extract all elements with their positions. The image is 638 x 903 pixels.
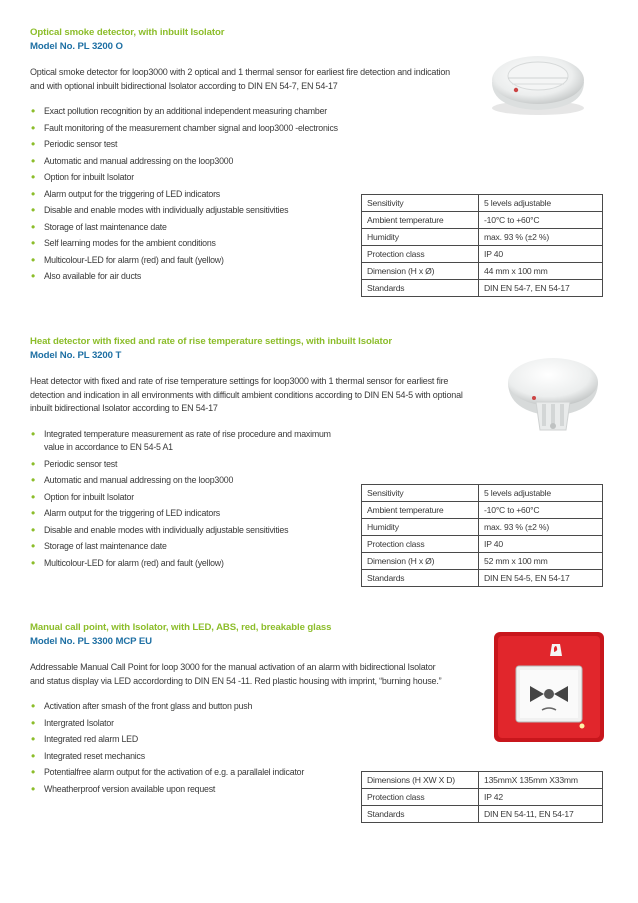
spec-key: Sensitivity <box>362 195 479 212</box>
feature-item: • Intergrated Isolator <box>30 717 350 731</box>
spec-key: Sensitivity <box>362 485 479 502</box>
heat-detector-image <box>498 342 608 437</box>
spec-row <box>362 246 603 263</box>
feature-item: • Integrated reset mechanics <box>30 750 350 764</box>
spec-key: Ambient temperature <box>362 212 479 229</box>
product-title: Manual call point, with Isolator, with LED, ABS, red, breakable glass <box>30 622 332 633</box>
spec-value: -10°C to +60°C <box>479 212 603 229</box>
spec-value: IP 40 <box>479 246 603 263</box>
manual-call-point-image <box>490 626 608 746</box>
feature-item: • Disable and enable modes with individually adjustable sensitivities <box>30 524 340 538</box>
spec-value: -10°C to +60°C <box>479 502 603 519</box>
feature-item: • Fault monitoring of the measurement chamber signal and loop3000 -electronics <box>30 122 370 136</box>
spec-value: 5 levels adjustable <box>479 485 603 502</box>
product-description: Optical smoke detector for loop3000 with 2 optical and 1 thermal sensor for earliest fire detection and indication and with optional inbuilt bidirectional Isolator according to DIN EN 54-7, EN 54-17 <box>30 67 450 91</box>
feature-item: • Periodic sensor test <box>30 138 370 152</box>
spec-row <box>362 502 603 519</box>
spec-value: 135mmX 135mm X33mm <box>479 772 603 789</box>
spec-key: Protection class <box>362 789 479 806</box>
spec-row <box>362 553 603 570</box>
product-model: Model No. PL 3300 MCP EU <box>30 636 152 647</box>
spec-key: Dimension (H x Ø) <box>362 263 479 280</box>
spec-row <box>362 772 603 789</box>
feature-item: • Also available for air ducts <box>30 270 370 284</box>
feature-item: • Potentialfree alarm output for the activation of e.g. a parallalel indicator <box>30 766 350 780</box>
spec-row <box>362 263 603 280</box>
smoke-detector-image <box>478 30 598 120</box>
feature-item: • Storage of last maintenance date <box>30 221 370 235</box>
spec-row <box>362 789 603 806</box>
feature-item: • Automatic and manual addressing on the loop3000 <box>30 155 370 169</box>
spec-value: IP 42 <box>479 789 603 806</box>
spec-value: DIN EN 54-7, EN 54-17 <box>479 280 603 297</box>
spec-value: 44 mm x 100 mm <box>479 263 603 280</box>
spec-key: Humidity <box>362 519 479 536</box>
spec-key: Protection class <box>362 536 479 553</box>
feature-item: • Alarm output for the triggering of LED indicators <box>30 507 340 521</box>
spec-key: Protection class <box>362 246 479 263</box>
feature-item: • Storage of last maintenance date <box>30 540 340 554</box>
spec-row <box>362 229 603 246</box>
spec-row <box>362 519 603 536</box>
product-title: Heat detector with fixed and rate of rise temperature settings, with inbuilt Isolator <box>30 336 392 347</box>
feature-item: • Alarm output for the triggering of LED indicators <box>30 188 370 202</box>
product-model: Model No. PL 3200 T <box>30 350 122 361</box>
spec-key: Humidity <box>362 229 479 246</box>
spec-value: 52 mm x 100 mm <box>479 553 603 570</box>
feature-item: • Wheatherproof version available upon request <box>30 783 350 797</box>
feature-item: • Exact pollution recognition by an additional independent measuring chamber <box>30 105 370 119</box>
spec-key: Dimension (H x Ø) <box>362 553 479 570</box>
product-model: Model No. PL 3200 O <box>30 41 123 52</box>
spec-row <box>362 212 603 229</box>
spec-table <box>361 771 603 823</box>
feature-item: • Activation after smash of the front glass and button push <box>30 700 350 714</box>
spec-value: IP 40 <box>479 536 603 553</box>
feature-list <box>30 428 340 571</box>
feature-item: • Self learning modes for the ambient conditions <box>30 237 370 251</box>
product-description: Heat detector with fixed and rate of rise temperature settings for loop3000 with 1 thermal sensor for earliest fire detection and indication in all environments with difficult ambient conditions according to DIN EN 54-5 with optional inbuilt bidirectional Isolator according to EN 54-17 <box>30 376 463 413</box>
spec-row <box>362 280 603 297</box>
spec-table <box>361 194 603 297</box>
feature-item: • Disable and enable modes with individually adjustable sensitivities <box>30 204 370 218</box>
spec-key: Standards <box>362 570 479 587</box>
spec-value: max. 93 % (±2 %) <box>479 519 603 536</box>
feature-item: • Automatic and manual addressing on the loop3000 <box>30 474 340 488</box>
spec-row <box>362 195 603 212</box>
spec-key: Dimensions (H XW X D) <box>362 772 479 789</box>
spec-key: Ambient temperature <box>362 502 479 519</box>
spec-value: DIN EN 54-11, EN 54-17 <box>479 806 603 823</box>
spec-key: Standards <box>362 806 479 823</box>
spec-row <box>362 536 603 553</box>
spec-value: max. 93 % (±2 %) <box>479 229 603 246</box>
feature-item: • Multicolour-LED for alarm (red) and fault (yellow) <box>30 254 370 268</box>
spec-table <box>361 484 603 587</box>
feature-list <box>30 700 350 796</box>
spec-value: DIN EN 54-5, EN 54-17 <box>479 570 603 587</box>
product-description: Addressable Manual Call Point for loop 3000 for the manual activation of an alarm with bidirectional Isolator and status display via LED accordording to DIN EN 54 -11. Red plastic housing with imprint, “burning house.” <box>30 662 442 686</box>
feature-item: • Integrated temperature measurement as rate of rise procedure and maximum value in accordance to EN 54-5 A1 <box>30 428 340 455</box>
feature-item: • Option for inbuilt Isolator <box>30 171 370 185</box>
product-title: Optical smoke detector, with inbuilt Isolator <box>30 27 225 38</box>
feature-item: • Multicolour-LED for alarm (red) and fault (yellow) <box>30 557 340 571</box>
feature-item: • Periodic sensor test <box>30 458 340 472</box>
spec-key: Standards <box>362 280 479 297</box>
spec-value: 5 levels adjustable <box>479 195 603 212</box>
spec-row <box>362 806 603 823</box>
spec-row <box>362 485 603 502</box>
feature-item: • Integrated red alarm LED <box>30 733 350 747</box>
spec-row <box>362 570 603 587</box>
feature-item: • Option for inbuilt Isolator <box>30 491 340 505</box>
feature-list <box>30 105 370 284</box>
